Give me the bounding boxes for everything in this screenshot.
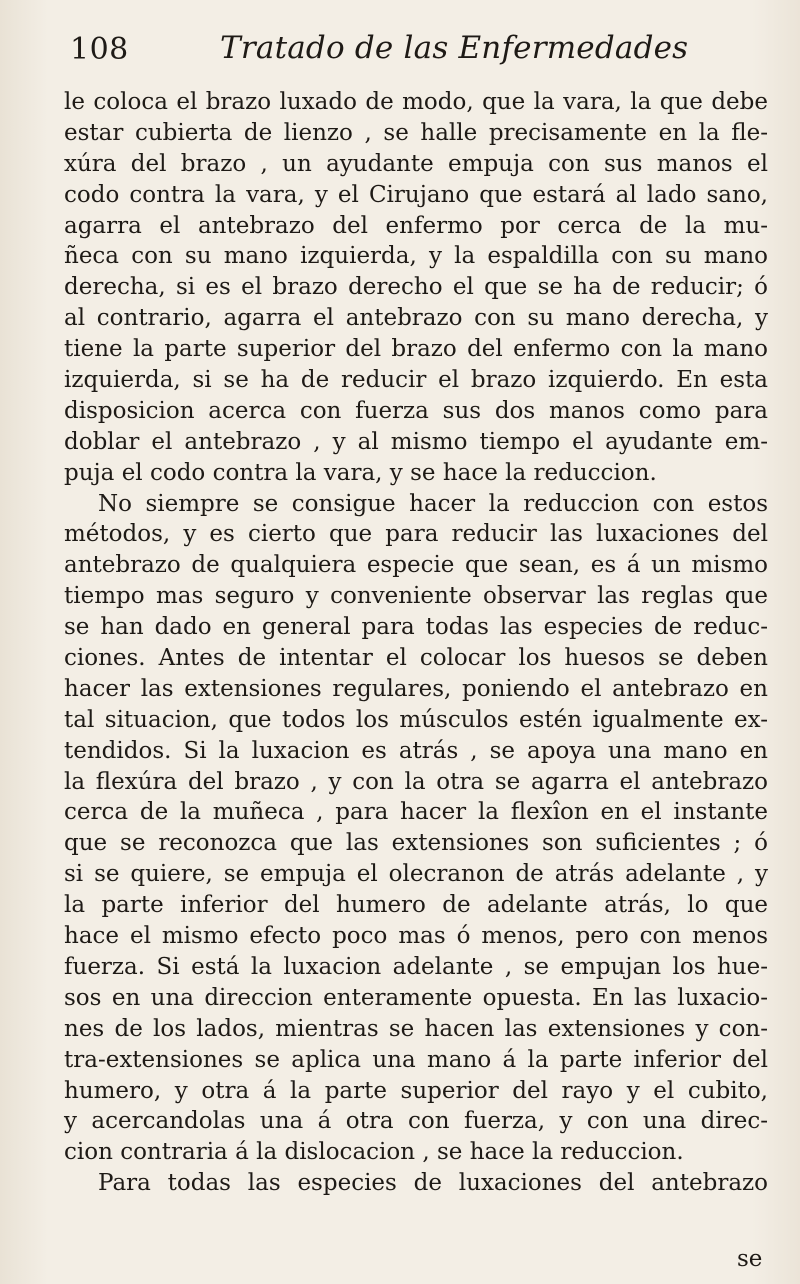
text-line: fuerza. Si está la luxacion adelante , se empujan los hue- — [64, 953, 768, 980]
text-line: disposicion acerca con fuerza sus dos manos como para — [64, 397, 768, 424]
text-line: y acercandolas una á otra con fuerza, y con una direc- — [64, 1108, 768, 1135]
text-line: xúra del brazo , un ayudante empuja con sus manos el — [64, 150, 768, 177]
page-number: 108 — [70, 32, 129, 67]
text-line: la parte inferior del humero de adelante atrás, lo que — [64, 892, 768, 919]
text-line: puja el codo contra la vara, y se hace la reduccion. — [64, 459, 657, 486]
catchword: se — [737, 1246, 763, 1272]
text-line: derecha, si es el brazo derecho el que se ha de reducir; ó — [64, 274, 768, 301]
text-line: Para todas las especies de luxaciones del antebrazo — [98, 1170, 768, 1197]
text-line: ñeca con su mano izquierda, y la espaldilla con su mano — [64, 243, 768, 270]
text-line: sos en una direccion enteramente opuesta. En las luxacio- — [64, 984, 768, 1011]
text-line: tiempo mas seguro y conveniente observar las reglas que — [64, 583, 768, 610]
text-line: No siempre se consigue hacer la reduccion con estos — [98, 490, 768, 517]
text-line: se han dado en general para todas las especies de reduc- — [64, 614, 768, 641]
body-text — [64, 87, 768, 1199]
text-line: que se reconozca que las extensiones son suficientes ; ó — [64, 830, 768, 857]
text-line: nes de los lados, mientras se hacen las extensiones y con- — [64, 1015, 768, 1042]
text-line: codo contra la vara, y el Cirujano que estará al lado sano, — [64, 181, 768, 208]
text-line: humero, y otra á la parte superior del rayo y el cubito, — [64, 1077, 768, 1104]
text-line: cion contraria á la dislocacion , se hace la reduccion. — [64, 1139, 684, 1166]
text-line: tal situacion, que todos los músculos estén igualmente ex- — [64, 706, 768, 733]
text-line: si se quiere, se empuja el olecranon de atrás adelante , y — [64, 861, 768, 888]
text-line: cerca de la muñeca , para hacer la flexîon en el instante — [64, 799, 768, 826]
text-line: agarra el antebrazo del enfermo por cerca de la mu- — [64, 212, 768, 239]
text-line: estar cubierta de lienzo , se halle precisamente en la fle- — [64, 119, 768, 146]
text-line: tendidos. Si la luxacion es atrás , se apoya una mano en — [64, 737, 768, 764]
text-line: métodos, y es cierto que para reducir las luxaciones del — [64, 521, 768, 548]
text-line: hace el mismo efecto poco mas ó menos, pero con menos — [64, 923, 768, 950]
running-title: Tratado de las Enfermedades — [220, 30, 689, 66]
text-line: le coloca el brazo luxado de modo, que la vara, la que debe — [64, 89, 768, 115]
text-line: al contrario, agarra el antebrazo con su mano derecha, y — [64, 305, 768, 332]
text-line: doblar el antebrazo , y al mismo tiempo el ayudante em- — [64, 428, 768, 455]
text-line: la flexúra del brazo , y con la otra se agarra el antebrazo — [64, 768, 768, 795]
text-line: tra-extensiones se aplica una mano á la parte inferior del — [64, 1046, 768, 1073]
text-line: hacer las extensiones regulares, poniendo el antebrazo en — [64, 675, 768, 702]
text-line: tiene la parte superior del brazo del enfermo con la mano — [64, 336, 768, 363]
text-line: izquierda, si se ha de reducir el brazo izquierdo. En esta — [64, 367, 768, 394]
page-header — [70, 30, 760, 74]
text-line: antebrazo de qualquiera especie que sean, es á un mismo — [64, 552, 768, 579]
text-line: ciones. Antes de intentar el colocar los huesos se deben — [64, 645, 768, 672]
